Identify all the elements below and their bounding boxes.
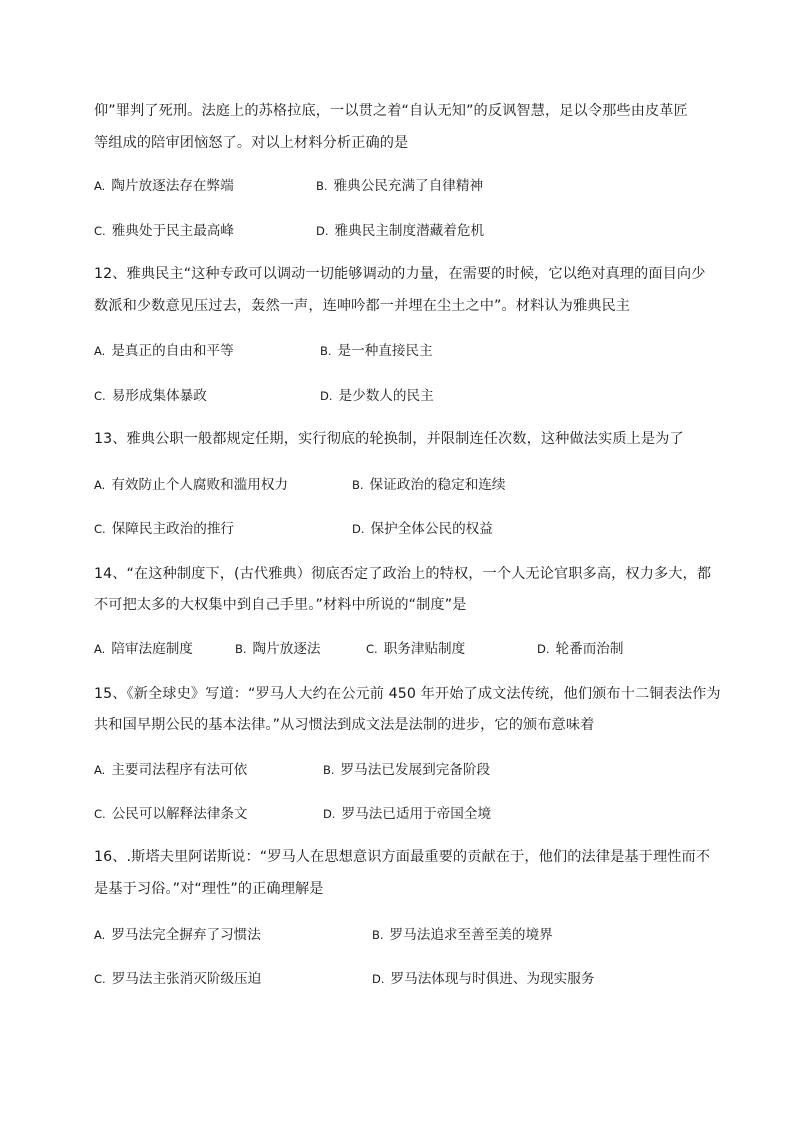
q14-stem-line2: 不可把太多的大权集中到自己手里。”材料中所说的“制度”是 xyxy=(94,597,467,613)
q13-option-c: C. 保障民主政治的推行 xyxy=(94,521,235,537)
q14-option-a: A. 陪审法庭制度 xyxy=(94,641,193,657)
q15-option-a: A. 主要司法程序有法可依 xyxy=(94,762,248,778)
q14-option-c: C. 职务津贴制度 xyxy=(366,641,466,657)
q12-option-c: C. 易形成集体暴政 xyxy=(94,388,207,404)
q12-stem-line2: 数派和少数意见压过去，轰然一声，连呻吟都一并埋在尘土之中”。材料认为雅典民主 xyxy=(94,298,631,314)
q15-stem-line2: 共和国早期公民的基本法律。”从习惯法到成文法是法制的进步，它的颁布意味着 xyxy=(94,717,595,733)
q11-stem-line2: 等组成的陪审团恼怒了。对以上材料分析正确的是 xyxy=(94,135,409,151)
q16-option-c: C. 罗马法主张消灭阶级压迫 xyxy=(94,971,262,987)
q14-stem-line1: 14、“在这种制度下，(古代雅典）彻底否定了政治上的特权，一个人无论官职多高，权力多大，都 xyxy=(94,566,712,582)
q13-option-d: D. 保护全体公民的权益 xyxy=(352,521,493,537)
q11-option-d: D. 雅典民主制度潜藏着危机 xyxy=(316,223,485,239)
q11-option-b: B. 雅典公民充满了自律精神 xyxy=(316,178,484,194)
q13-stem-line1: 13、雅典公职一般都规定任期，实行彻底的轮换制，并限制连任次数，这种做法实质上是为了 xyxy=(94,431,684,447)
q16-stem-line2: 是基于习俗。”对“理性”的正确理解是 xyxy=(94,881,324,897)
q14-option-d: D. 轮番而治制 xyxy=(537,641,624,657)
q11-option-c: C. 雅典处于民主最高峰 xyxy=(94,223,235,239)
q15-option-d: D. 罗马法已适用于帝国全境 xyxy=(323,806,492,822)
q11-stem-line1: 仰”罪判了死刑。法庭上的苏格拉底，一以贯之着“自认无知”的反讽智慧，足以令那些由皮革匠 xyxy=(94,103,688,119)
q11-option-a: A. 陶片放逐法存在弊端 xyxy=(94,178,234,194)
q15-option-c: C. 公民可以解释法律条文 xyxy=(94,806,248,822)
q14-option-b: B. 陶片放逐法 xyxy=(235,641,321,657)
q12-option-d: D. 是少数人的民主 xyxy=(320,388,434,404)
q15-option-b: B. 罗马法已发展到完备阶段 xyxy=(323,762,491,778)
q12-stem-line1: 12、雅典民主“这种专政可以调动一切能够调动的力量，在需要的时候，它以绝对真理的面目向少 xyxy=(94,266,706,282)
q16-stem-line1: 16、.斯塔夫里阿诺斯说：“罗马人在思想意识方面最重要的贡献在于，他们的法律是基于理性而不 xyxy=(94,849,711,865)
q12-option-b: B. 是一种直接民主 xyxy=(320,343,433,359)
q13-option-b: B. 保证政治的稳定和连续 xyxy=(352,477,506,493)
q16-option-b: B. 罗马法追求至善至美的境界 xyxy=(372,927,553,943)
q16-option-d: D. 罗马法体现与时俱进、为现实服务 xyxy=(372,971,595,987)
q16-option-a: A. 罗马法完全摒弃了习惯法 xyxy=(94,927,261,943)
q12-option-a: A. 是真正的自由和平等 xyxy=(94,343,234,359)
q15-stem-line1: 15、《新全球史》写道：“罗马人大约在公元前 450 年开始了成文法传统，他们颁布十二铜表法作为 xyxy=(94,686,721,702)
q13-option-a: A. 有效防止个人腐败和滥用权力 xyxy=(94,477,289,493)
